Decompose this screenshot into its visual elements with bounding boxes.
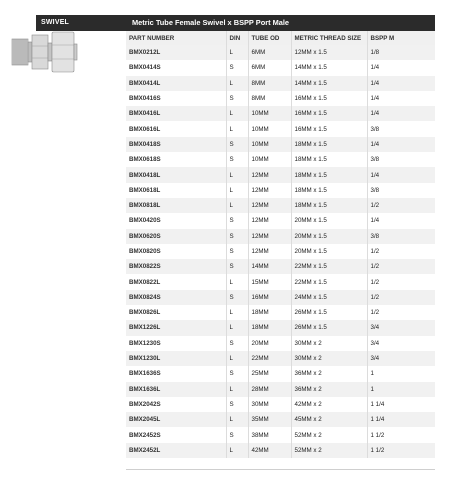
cell-thread-size: 18MM x 1.5 (291, 198, 367, 213)
cell-tube-od: 10MM (248, 137, 291, 152)
cell-bspp: 1/2 (367, 259, 435, 274)
cell-din: L (226, 45, 248, 60)
cell-tube-od: 35MM (248, 412, 291, 427)
cell-din: S (226, 152, 248, 167)
table-row (126, 152, 435, 167)
cell-tube-od: 12MM (248, 167, 291, 182)
col-header-part-number: PART NUMBER (126, 31, 226, 45)
cell-part-number: BMX0826L (126, 305, 226, 320)
cell-din: L (226, 443, 248, 458)
cell-thread-size: 16MM x 1.5 (291, 91, 367, 106)
cell-din: S (226, 366, 248, 381)
cell-bspp: 3/8 (367, 229, 435, 244)
cell-bspp: 1 1/4 (367, 397, 435, 412)
cell-thread-size: 36MM x 2 (291, 366, 367, 381)
cell-part-number: BMX0820S (126, 244, 226, 259)
table-row (126, 320, 435, 335)
cell-bspp: 1 1/4 (367, 412, 435, 427)
cell-din: L (226, 305, 248, 320)
table-row (126, 60, 435, 75)
col-header-tube-od: TUBE OD (248, 31, 291, 45)
cell-bspp: 1/2 (367, 305, 435, 320)
cell-part-number: BMX1636S (126, 366, 226, 381)
table-row (126, 305, 435, 320)
cell-tube-od: 12MM (248, 244, 291, 259)
cell-tube-od: 16MM (248, 290, 291, 305)
table-row (126, 259, 435, 274)
cell-din: S (226, 427, 248, 442)
cell-part-number: BMX0414S (126, 60, 226, 75)
table-row (126, 351, 435, 366)
cell-bspp: 1/4 (367, 167, 435, 182)
cell-bspp: 1/4 (367, 106, 435, 121)
cell-tube-od: 12MM (248, 183, 291, 198)
cell-din: S (226, 244, 248, 259)
cell-din: L (226, 198, 248, 213)
cell-tube-od: 12MM (248, 213, 291, 228)
cell-thread-size: 16MM x 1.5 (291, 106, 367, 121)
cell-tube-od: 10MM (248, 152, 291, 167)
cell-thread-size: 18MM x 1.5 (291, 167, 367, 182)
cell-part-number: BMX0420S (126, 213, 226, 228)
cell-din: S (226, 290, 248, 305)
table-row (126, 382, 435, 397)
product-table-panel (126, 15, 435, 458)
cell-thread-size: 30MM x 2 (291, 351, 367, 366)
cell-part-number: BMX0818L (126, 198, 226, 213)
cell-thread-size: 16MM x 1.5 (291, 121, 367, 136)
cell-din: L (226, 106, 248, 121)
cell-tube-od: 18MM (248, 305, 291, 320)
cell-bspp: 1/4 (367, 91, 435, 106)
cell-tube-od: 8MM (248, 76, 291, 91)
cell-part-number: BMX0416L (126, 106, 226, 121)
table-title: Metric Tube Female Swivel x BSPP Port Male (126, 15, 435, 31)
cell-thread-size: 26MM x 1.5 (291, 320, 367, 335)
cell-bspp: 1 (367, 382, 435, 397)
cell-bspp: 1/2 (367, 274, 435, 289)
cell-bspp: 1/8 (367, 45, 435, 60)
cell-part-number: BMX2042S (126, 397, 226, 412)
cell-din: L (226, 351, 248, 366)
cell-thread-size: 52MM x 2 (291, 443, 367, 458)
cell-tube-od: 28MM (248, 382, 291, 397)
cell-part-number: BMX0822L (126, 274, 226, 289)
cell-thread-size: 12MM x 1.5 (291, 45, 367, 60)
table-row (126, 397, 435, 412)
cell-part-number: BMX0824S (126, 290, 226, 305)
cell-part-number: BMX2045L (126, 412, 226, 427)
cell-bspp: 1 1/2 (367, 427, 435, 442)
cell-tube-od: 22MM (248, 351, 291, 366)
cell-tube-od: 25MM (248, 366, 291, 381)
cell-din: L (226, 412, 248, 427)
cell-part-number: BMX0618L (126, 183, 226, 198)
cell-din: L (226, 320, 248, 335)
table-row (126, 91, 435, 106)
product-table (126, 31, 435, 458)
table-row (126, 290, 435, 305)
cell-thread-size: 30MM x 2 (291, 336, 367, 351)
cell-thread-size: 52MM x 2 (291, 427, 367, 442)
cell-bspp: 3/4 (367, 351, 435, 366)
cell-din: S (226, 137, 248, 152)
cell-part-number: BMX0418S (126, 137, 226, 152)
table-row (126, 198, 435, 213)
cell-tube-od: 18MM (248, 320, 291, 335)
table-row (126, 229, 435, 244)
cell-part-number: BMX1636L (126, 382, 226, 397)
cell-tube-od: 38MM (248, 427, 291, 442)
table-row (126, 213, 435, 228)
table-row (126, 366, 435, 381)
cell-din: S (226, 213, 248, 228)
cell-tube-od: 30MM (248, 397, 291, 412)
table-row (126, 427, 435, 442)
cell-bspp: 3/8 (367, 152, 435, 167)
cell-thread-size: 20MM x 1.5 (291, 213, 367, 228)
cell-part-number: BMX1230L (126, 351, 226, 366)
cell-thread-size: 18MM x 1.5 (291, 183, 367, 198)
cell-tube-od: 12MM (248, 229, 291, 244)
cell-thread-size: 14MM x 1.5 (291, 60, 367, 75)
cell-thread-size: 36MM x 2 (291, 382, 367, 397)
col-header-din: DIN (226, 31, 248, 45)
cell-tube-od: 14MM (248, 259, 291, 274)
cell-tube-od: 20MM (248, 336, 291, 351)
cell-bspp: 3/8 (367, 121, 435, 136)
cell-din: S (226, 91, 248, 106)
fitting-illustration (10, 24, 82, 82)
table-row (126, 106, 435, 121)
table-row (126, 244, 435, 259)
cell-part-number: BMX2452L (126, 443, 226, 458)
table-row (126, 121, 435, 136)
table-row (126, 137, 435, 152)
cell-din: S (226, 397, 248, 412)
cell-thread-size: 20MM x 1.5 (291, 244, 367, 259)
cell-part-number: BMX0822S (126, 259, 226, 274)
cell-part-number: BMX0618S (126, 152, 226, 167)
table-row (126, 336, 435, 351)
table-row (126, 412, 435, 427)
table-row (126, 167, 435, 182)
cell-din: L (226, 121, 248, 136)
table-row (126, 443, 435, 458)
cell-bspp: 1/4 (367, 76, 435, 91)
cell-part-number: BMX0414L (126, 76, 226, 91)
cell-part-number: BMX2452S (126, 427, 226, 442)
cell-tube-od: 12MM (248, 198, 291, 213)
cell-tube-od: 10MM (248, 106, 291, 121)
col-header-bspp: BSPP M (367, 31, 435, 45)
cell-bspp: 1/2 (367, 290, 435, 305)
cell-din: L (226, 274, 248, 289)
cell-bspp: 3/8 (367, 183, 435, 198)
cell-din: S (226, 60, 248, 75)
cell-thread-size: 24MM x 1.5 (291, 290, 367, 305)
cell-bspp: 1/2 (367, 198, 435, 213)
cell-bspp: 1/4 (367, 60, 435, 75)
divider (126, 469, 435, 470)
table-row (126, 45, 435, 60)
cell-bspp: 3/4 (367, 336, 435, 351)
cell-bspp: 3/4 (367, 320, 435, 335)
cell-bspp: 1/2 (367, 244, 435, 259)
table-row (126, 76, 435, 91)
table-row (126, 274, 435, 289)
cell-tube-od: 10MM (248, 121, 291, 136)
cell-bspp: 1 (367, 366, 435, 381)
col-header-thread-size: METRIC THREAD SIZE (291, 31, 367, 45)
table-body (126, 45, 435, 458)
cell-thread-size: 22MM x 1.5 (291, 274, 367, 289)
table-header-row (126, 31, 435, 45)
cell-thread-size: 22MM x 1.5 (291, 259, 367, 274)
cell-part-number: BMX1226L (126, 320, 226, 335)
cell-din: L (226, 167, 248, 182)
cell-thread-size: 14MM x 1.5 (291, 76, 367, 91)
cell-thread-size: 18MM x 1.5 (291, 152, 367, 167)
category-label: SWIVEL (36, 15, 126, 31)
cell-thread-size: 26MM x 1.5 (291, 305, 367, 320)
cell-tube-od: 15MM (248, 274, 291, 289)
table-row (126, 183, 435, 198)
cell-tube-od: 6MM (248, 60, 291, 75)
cell-thread-size: 18MM x 1.5 (291, 137, 367, 152)
cell-tube-od: 42MM (248, 443, 291, 458)
cell-din: S (226, 259, 248, 274)
cell-bspp: 1/4 (367, 213, 435, 228)
cell-part-number: BMX0212L (126, 45, 226, 60)
cell-tube-od: 6MM (248, 45, 291, 60)
cell-din: L (226, 382, 248, 397)
cell-part-number: BMX0416S (126, 91, 226, 106)
cell-thread-size: 42MM x 2 (291, 397, 367, 412)
cell-bspp: 1/4 (367, 137, 435, 152)
cell-thread-size: 45MM x 2 (291, 412, 367, 427)
cell-din: S (226, 229, 248, 244)
cell-part-number: BMX1230S (126, 336, 226, 351)
cell-part-number: BMX0418L (126, 167, 226, 182)
cell-part-number: BMX0616L (126, 121, 226, 136)
cell-tube-od: 8MM (248, 91, 291, 106)
cell-din: S (226, 336, 248, 351)
cell-thread-size: 20MM x 1.5 (291, 229, 367, 244)
cell-part-number: BMX0620S (126, 229, 226, 244)
cell-din: L (226, 183, 248, 198)
cell-bspp: 1 1/2 (367, 443, 435, 458)
cell-din: L (226, 76, 248, 91)
